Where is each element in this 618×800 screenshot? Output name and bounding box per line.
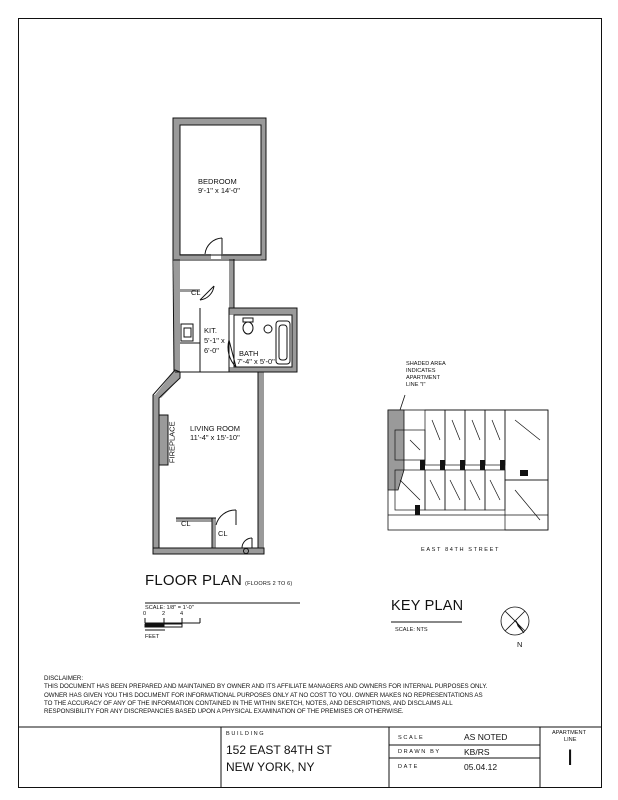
line-label: LINE	[564, 737, 577, 743]
disclaimer-heading: DISCLAIMER:	[44, 675, 83, 682]
north-arrow-icon	[501, 607, 529, 635]
north-label: N	[517, 640, 523, 649]
disclaimer-line: TO THE ACCURACY OF ANY OF THE INFORMATION CONTAINED IN THE WITHIN SKETCH, NOTES, AND DESCRIPTIONS, AND DISCLAIMS ALL	[44, 699, 453, 707]
floor-plan-title	[145, 572, 292, 589]
living-room-label: LIVING ROOM	[190, 424, 241, 433]
closet-label-lower-right: CL	[218, 529, 228, 538]
apartment-line-value: I	[567, 745, 574, 770]
closet-label-lower-left: CL	[181, 519, 191, 528]
drawn-by-label: DRAWN BY	[398, 749, 441, 755]
fireplace-label: FIREPLACE	[167, 421, 177, 464]
scale-label: SCALE	[398, 735, 425, 741]
key-plan-scale: SCALE: NTS	[395, 627, 428, 633]
title-block	[18, 727, 602, 788]
living-room-dimensions: 11'-4" x 15'-10"	[190, 433, 240, 442]
date-value: 05.04.12	[464, 762, 498, 772]
scale-tick-0: 0	[143, 611, 147, 617]
scale-tick-2: 2	[162, 611, 166, 617]
building-label: BUILDING	[226, 731, 266, 737]
floor-plan-title-text: FLOOR PLAN	[145, 572, 243, 589]
bedroom-label: BEDROOM	[198, 177, 237, 186]
scale-value: AS NOTED	[464, 732, 508, 742]
bath-dimensions: 7'-4" x 5'-0"	[237, 357, 275, 366]
key-plan-street: EAST 84TH STREET	[421, 547, 500, 553]
disclaimer-line: OWNER HAS GIVEN YOU THIS DOCUMENT FOR INFORMATIONAL PURPOSES ONLY AT NO COST TO YOU. OWNER MAKES NO REPRESENTATIONS AS	[44, 691, 483, 699]
drawn-by-value: KB/RS	[464, 747, 490, 757]
kitchen-label: KIT.	[204, 326, 217, 335]
key-plan-note-1: SHADED AREA	[406, 361, 446, 367]
disclaimer-line: RESPONSIBILITY FOR ANY DISCREPANCIES BASED UPON A PHYSICAL EXAMINATION OF THE PREMISES OR OTHERWISE.	[44, 708, 404, 716]
apartment-label: APARTMENT	[552, 730, 586, 736]
key-plan-note-4: LINE "I"	[406, 382, 426, 388]
date-label: DATE	[398, 764, 419, 770]
floor-plan-scale: SCALE: 1/8" = 1'-0"	[145, 605, 194, 611]
key-plan-title: KEY PLAN	[391, 598, 464, 614]
bath-label: BATH	[239, 349, 259, 358]
building-address-line2: NEW YORK, NY	[226, 760, 315, 774]
disclaimer	[44, 675, 584, 716]
key-plan-note-3: APARTMENT	[406, 375, 440, 381]
scale-tick-4: 4	[180, 611, 184, 617]
key-plan-drawing	[388, 395, 548, 530]
building-address-line1: 152 EAST 84TH ST	[226, 743, 332, 757]
key-plan-note-2: INDICATES	[406, 368, 436, 374]
floor-plan-floors-note: (FLOORS 2 TO 6)	[245, 581, 293, 587]
disclaimer-line: THIS DOCUMENT HAS BEEN PREPARED AND MAINTAINED BY OWNER AND ITS AFFILIATE MANAGERS AND OWNERS FOR INTERNAL PURPOSES ONLY.	[44, 683, 488, 691]
bedroom-dimensions: 9'-1" x 14'-0"	[198, 186, 240, 195]
closet-label-upper: CL	[191, 288, 201, 297]
scale-unit: FEET	[145, 634, 160, 640]
kitchen-dimensions: 5'-1" x	[204, 336, 225, 345]
kitchen-dimensions-2: 6'-0"	[204, 346, 219, 355]
